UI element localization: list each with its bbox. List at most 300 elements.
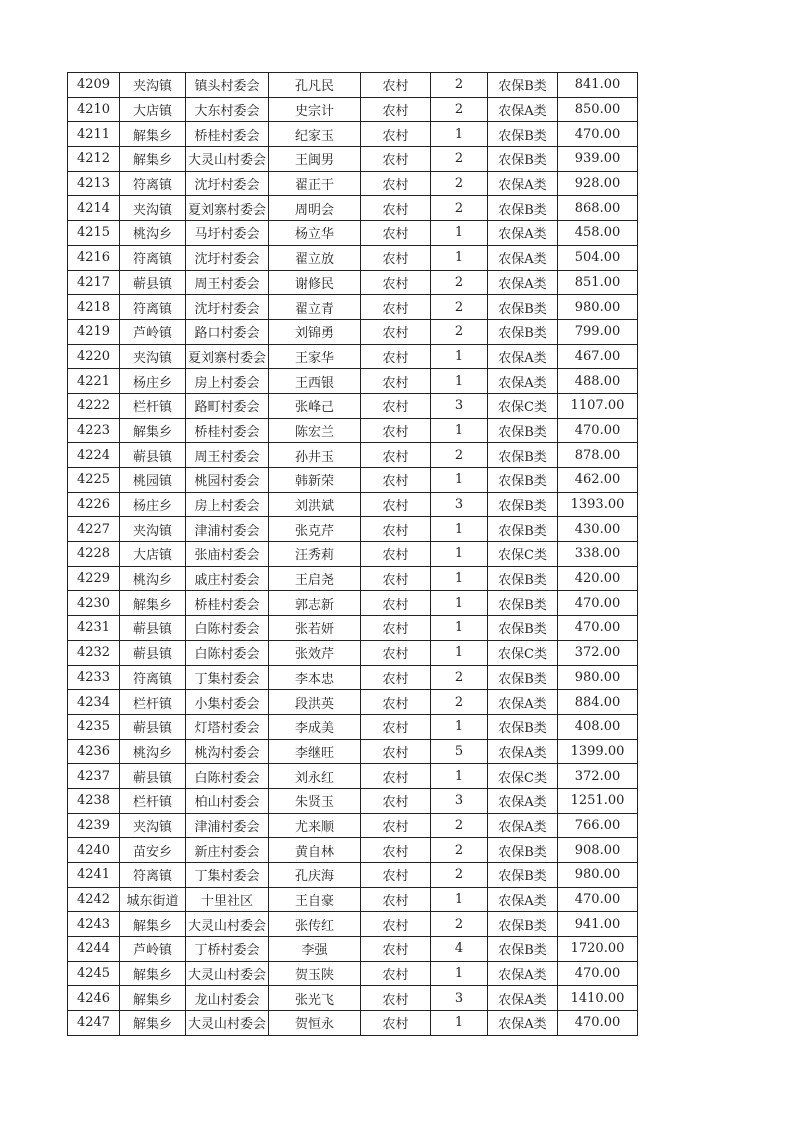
amount-cell: 884.00	[558, 690, 638, 715]
insurance-category-cell: 农保A类	[488, 97, 558, 122]
village-cell: 小集村委会	[186, 690, 269, 715]
table-row	[68, 245, 638, 270]
household-size-cell: 1	[431, 640, 488, 665]
row-number-cell: 4221	[68, 369, 120, 394]
area-type-cell: 农村	[361, 961, 431, 986]
village-cell: 路町村委会	[186, 393, 269, 418]
household-size-cell: 1	[431, 418, 488, 443]
amount-cell: 504.00	[558, 245, 638, 270]
amount-cell: 470.00	[558, 616, 638, 641]
village-cell: 龙山村委会	[186, 986, 269, 1011]
amount-cell: 878.00	[558, 443, 638, 468]
row-number-cell: 4214	[68, 196, 120, 221]
town-cell: 栏杆镇	[120, 393, 186, 418]
village-cell: 马圩村委会	[186, 221, 269, 246]
town-cell: 符离镇	[120, 863, 186, 888]
village-cell: 戚庄村委会	[186, 566, 269, 591]
row-number-cell: 4228	[68, 542, 120, 567]
name-cell: 孙井玉	[269, 443, 361, 468]
insurance-category-cell: 农保B类	[488, 838, 558, 863]
town-cell: 符离镇	[120, 171, 186, 196]
row-number-cell: 4213	[68, 171, 120, 196]
town-cell: 夹沟镇	[120, 517, 186, 542]
name-cell: 张传红	[269, 912, 361, 937]
household-size-cell: 1	[431, 245, 488, 270]
row-number-cell: 4232	[68, 640, 120, 665]
area-type-cell: 农村	[361, 221, 431, 246]
amount-cell: 851.00	[558, 270, 638, 295]
name-cell: 郭志新	[269, 591, 361, 616]
village-cell: 路口村委会	[186, 319, 269, 344]
area-type-cell: 农村	[361, 443, 431, 468]
insurance-category-cell: 农保B类	[488, 937, 558, 962]
town-cell: 蕲县镇	[120, 616, 186, 641]
insurance-category-cell: 农保B类	[488, 912, 558, 937]
row-number-cell: 4226	[68, 492, 120, 517]
row-number-cell: 4244	[68, 937, 120, 962]
row-number-cell: 4223	[68, 418, 120, 443]
insurance-category-cell: 农保A类	[488, 961, 558, 986]
area-type-cell: 农村	[361, 566, 431, 591]
table-row	[68, 443, 638, 468]
town-cell: 城东街道	[120, 887, 186, 912]
amount-cell: 980.00	[558, 665, 638, 690]
household-size-cell: 1	[431, 468, 488, 493]
village-cell: 周王村委会	[186, 443, 269, 468]
name-cell: 翟立青	[269, 295, 361, 320]
area-type-cell: 农村	[361, 986, 431, 1011]
village-cell: 白陈村委会	[186, 616, 269, 641]
row-number-cell: 4218	[68, 295, 120, 320]
insurance-category-cell: 农保B类	[488, 196, 558, 221]
name-cell: 翟立放	[269, 245, 361, 270]
amount-cell: 1720.00	[558, 937, 638, 962]
area-type-cell: 农村	[361, 542, 431, 567]
village-cell: 夏刘寨村委会	[186, 344, 269, 369]
table-row	[68, 73, 638, 98]
table-row	[68, 912, 638, 937]
town-cell: 杨庄乡	[120, 369, 186, 394]
village-cell: 桥桂村委会	[186, 122, 269, 147]
household-size-cell: 4	[431, 937, 488, 962]
row-number-cell: 4212	[68, 147, 120, 172]
household-size-cell: 2	[431, 912, 488, 937]
amount-cell: 470.00	[558, 887, 638, 912]
name-cell: 王启尧	[269, 566, 361, 591]
village-cell: 白陈村委会	[186, 764, 269, 789]
village-cell: 张庙村委会	[186, 542, 269, 567]
name-cell: 朱贤玉	[269, 788, 361, 813]
insurance-category-cell: 农保B类	[488, 566, 558, 591]
name-cell: 贺玉陕	[269, 961, 361, 986]
village-cell: 沈圩村委会	[186, 171, 269, 196]
area-type-cell: 农村	[361, 764, 431, 789]
household-size-cell: 2	[431, 147, 488, 172]
name-cell: 李强	[269, 937, 361, 962]
insurance-category-cell: 农保C类	[488, 764, 558, 789]
name-cell: 孔庆海	[269, 863, 361, 888]
table-row	[68, 838, 638, 863]
household-size-cell: 5	[431, 739, 488, 764]
village-cell: 桥桂村委会	[186, 418, 269, 443]
town-cell: 大店镇	[120, 97, 186, 122]
household-size-cell: 1	[431, 517, 488, 542]
village-cell: 大灵山村委会	[186, 961, 269, 986]
insurance-category-cell: 农保A类	[488, 887, 558, 912]
town-cell: 桃园镇	[120, 468, 186, 493]
table-row	[68, 863, 638, 888]
row-number-cell: 4238	[68, 788, 120, 813]
town-cell: 苗安乡	[120, 838, 186, 863]
household-size-cell: 2	[431, 73, 488, 98]
name-cell: 张若妍	[269, 616, 361, 641]
area-type-cell: 农村	[361, 147, 431, 172]
name-cell: 翟正干	[269, 171, 361, 196]
insurance-category-cell: 农保B类	[488, 295, 558, 320]
table-row	[68, 986, 638, 1011]
town-cell: 蕲县镇	[120, 764, 186, 789]
table-row	[68, 1011, 638, 1036]
insurance-category-cell: 农保B类	[488, 616, 558, 641]
village-cell: 桃沟村委会	[186, 739, 269, 764]
insurance-category-cell: 农保A类	[488, 739, 558, 764]
town-cell: 夹沟镇	[120, 73, 186, 98]
insurance-category-cell: 农保A类	[488, 1011, 558, 1036]
row-number-cell: 4229	[68, 566, 120, 591]
amount-cell: 868.00	[558, 196, 638, 221]
row-number-cell: 4242	[68, 887, 120, 912]
row-number-cell: 4210	[68, 97, 120, 122]
household-size-cell: 2	[431, 171, 488, 196]
name-cell: 王闽男	[269, 147, 361, 172]
town-cell: 桃沟乡	[120, 221, 186, 246]
amount-cell: 470.00	[558, 122, 638, 147]
area-type-cell: 农村	[361, 887, 431, 912]
household-size-cell: 1	[431, 221, 488, 246]
insurance-category-cell: 农保B类	[488, 492, 558, 517]
amount-cell: 928.00	[558, 171, 638, 196]
household-size-cell: 2	[431, 863, 488, 888]
row-number-cell: 4239	[68, 813, 120, 838]
table-row	[68, 690, 638, 715]
amount-cell: 939.00	[558, 147, 638, 172]
area-type-cell: 农村	[361, 937, 431, 962]
row-number-cell: 4233	[68, 665, 120, 690]
village-cell: 丁桥村委会	[186, 937, 269, 962]
household-size-cell: 1	[431, 566, 488, 591]
village-cell: 房上村委会	[186, 492, 269, 517]
row-number-cell: 4222	[68, 393, 120, 418]
household-size-cell: 2	[431, 295, 488, 320]
village-cell: 柏山村委会	[186, 788, 269, 813]
name-cell: 刘洪斌	[269, 492, 361, 517]
insurance-category-cell: 农保A类	[488, 171, 558, 196]
area-type-cell: 农村	[361, 591, 431, 616]
amount-cell: 1107.00	[558, 393, 638, 418]
insurance-category-cell: 农保A类	[488, 270, 558, 295]
insurance-category-cell: 农保A类	[488, 788, 558, 813]
town-cell: 解集乡	[120, 961, 186, 986]
table-row	[68, 616, 638, 641]
amount-cell: 470.00	[558, 418, 638, 443]
row-number-cell: 4219	[68, 319, 120, 344]
insurance-category-cell: 农保B类	[488, 591, 558, 616]
amount-cell: 372.00	[558, 764, 638, 789]
row-number-cell: 4216	[68, 245, 120, 270]
insurance-category-cell: 农保A类	[488, 245, 558, 270]
amount-cell: 1410.00	[558, 986, 638, 1011]
household-size-cell: 1	[431, 344, 488, 369]
village-cell: 丁集村委会	[186, 665, 269, 690]
town-cell: 符离镇	[120, 295, 186, 320]
area-type-cell: 农村	[361, 665, 431, 690]
insurance-category-cell: 农保B类	[488, 443, 558, 468]
row-number-cell: 4215	[68, 221, 120, 246]
insurance-category-cell: 农保B类	[488, 517, 558, 542]
household-size-cell: 2	[431, 813, 488, 838]
household-size-cell: 1	[431, 616, 488, 641]
table-row	[68, 196, 638, 221]
name-cell: 杨立华	[269, 221, 361, 246]
household-size-cell: 2	[431, 319, 488, 344]
table-row	[68, 937, 638, 962]
town-cell: 解集乡	[120, 986, 186, 1011]
table-row	[68, 122, 638, 147]
insurance-category-cell: 农保A类	[488, 690, 558, 715]
row-number-cell: 4235	[68, 714, 120, 739]
area-type-cell: 农村	[361, 245, 431, 270]
household-size-cell: 2	[431, 270, 488, 295]
table-row	[68, 887, 638, 912]
table-row	[68, 764, 638, 789]
name-cell: 李继旺	[269, 739, 361, 764]
village-cell: 新庄村委会	[186, 838, 269, 863]
amount-cell: 1251.00	[558, 788, 638, 813]
amount-cell: 1399.00	[558, 739, 638, 764]
amount-cell: 1393.00	[558, 492, 638, 517]
village-cell: 津浦村委会	[186, 517, 269, 542]
name-cell: 王家华	[269, 344, 361, 369]
village-cell: 桃园村委会	[186, 468, 269, 493]
area-type-cell: 农村	[361, 171, 431, 196]
name-cell: 李成美	[269, 714, 361, 739]
name-cell: 孔凡民	[269, 73, 361, 98]
village-cell: 桥桂村委会	[186, 591, 269, 616]
amount-cell: 841.00	[558, 73, 638, 98]
insurance-category-cell: 农保B类	[488, 863, 558, 888]
insurance-category-cell: 农保C类	[488, 542, 558, 567]
area-type-cell: 农村	[361, 912, 431, 937]
area-type-cell: 农村	[361, 863, 431, 888]
town-cell: 蕲县镇	[120, 640, 186, 665]
name-cell: 刘永红	[269, 764, 361, 789]
insurance-category-cell: 农保B类	[488, 714, 558, 739]
row-number-cell: 4231	[68, 616, 120, 641]
table-row	[68, 961, 638, 986]
village-cell: 周王村委会	[186, 270, 269, 295]
table-row	[68, 418, 638, 443]
area-type-cell: 农村	[361, 73, 431, 98]
town-cell: 符离镇	[120, 665, 186, 690]
town-cell: 芦岭镇	[120, 319, 186, 344]
area-type-cell: 农村	[361, 369, 431, 394]
town-cell: 杨庄乡	[120, 492, 186, 517]
table-row	[68, 566, 638, 591]
table-row	[68, 788, 638, 813]
household-size-cell: 1	[431, 369, 488, 394]
village-cell: 镇头村委会	[186, 73, 269, 98]
name-cell: 韩新荣	[269, 468, 361, 493]
village-cell: 津浦村委会	[186, 813, 269, 838]
name-cell: 王自豪	[269, 887, 361, 912]
town-cell: 蕲县镇	[120, 714, 186, 739]
name-cell: 尤来顺	[269, 813, 361, 838]
insurance-category-cell: 农保A类	[488, 221, 558, 246]
table-row	[68, 517, 638, 542]
amount-cell: 980.00	[558, 295, 638, 320]
amount-cell: 372.00	[558, 640, 638, 665]
town-cell: 栏杆镇	[120, 690, 186, 715]
amount-cell: 766.00	[558, 813, 638, 838]
household-size-cell: 3	[431, 393, 488, 418]
town-cell: 桃沟乡	[120, 566, 186, 591]
row-number-cell: 4243	[68, 912, 120, 937]
household-size-cell: 2	[431, 665, 488, 690]
table-row	[68, 714, 638, 739]
household-size-cell: 1	[431, 1011, 488, 1036]
area-type-cell: 农村	[361, 196, 431, 221]
village-cell: 大东村委会	[186, 97, 269, 122]
area-type-cell: 农村	[361, 492, 431, 517]
village-cell: 沈圩村委会	[186, 245, 269, 270]
table-row	[68, 319, 638, 344]
insurance-category-cell: 农保B类	[488, 319, 558, 344]
name-cell: 王西银	[269, 369, 361, 394]
name-cell: 谢修民	[269, 270, 361, 295]
table-row	[68, 468, 638, 493]
row-number-cell: 4245	[68, 961, 120, 986]
amount-cell: 470.00	[558, 961, 638, 986]
insurance-category-cell: 农保B类	[488, 418, 558, 443]
table-row	[68, 591, 638, 616]
town-cell: 解集乡	[120, 912, 186, 937]
row-number-cell: 4241	[68, 863, 120, 888]
area-type-cell: 农村	[361, 739, 431, 764]
amount-cell: 941.00	[558, 912, 638, 937]
name-cell: 周明会	[269, 196, 361, 221]
amount-cell: 980.00	[558, 863, 638, 888]
name-cell: 汪秀莉	[269, 542, 361, 567]
household-size-cell: 2	[431, 97, 488, 122]
amount-cell: 850.00	[558, 97, 638, 122]
town-cell: 夹沟镇	[120, 344, 186, 369]
table-row	[68, 147, 638, 172]
area-type-cell: 农村	[361, 97, 431, 122]
town-cell: 解集乡	[120, 1011, 186, 1036]
household-size-cell: 1	[431, 961, 488, 986]
amount-cell: 430.00	[558, 517, 638, 542]
area-type-cell: 农村	[361, 813, 431, 838]
name-cell: 段洪英	[269, 690, 361, 715]
town-cell: 夹沟镇	[120, 813, 186, 838]
household-size-cell: 1	[431, 591, 488, 616]
name-cell: 张峰己	[269, 393, 361, 418]
row-number-cell: 4230	[68, 591, 120, 616]
amount-cell: 338.00	[558, 542, 638, 567]
insurance-category-cell: 农保A类	[488, 344, 558, 369]
table-row	[68, 295, 638, 320]
name-cell: 贺恒永	[269, 1011, 361, 1036]
table-row	[68, 393, 638, 418]
household-size-cell: 3	[431, 492, 488, 517]
table-row	[68, 270, 638, 295]
table-body	[68, 73, 638, 1036]
village-cell: 大灵山村委会	[186, 1011, 269, 1036]
row-number-cell: 4224	[68, 443, 120, 468]
area-type-cell: 农村	[361, 838, 431, 863]
household-size-cell: 2	[431, 690, 488, 715]
town-cell: 解集乡	[120, 122, 186, 147]
table-row	[68, 665, 638, 690]
town-cell: 解集乡	[120, 147, 186, 172]
town-cell: 符离镇	[120, 245, 186, 270]
row-number-cell: 4211	[68, 122, 120, 147]
insurance-category-cell: 农保C类	[488, 640, 558, 665]
name-cell: 李本忠	[269, 665, 361, 690]
name-cell: 史宗计	[269, 97, 361, 122]
table-row	[68, 542, 638, 567]
row-number-cell: 4225	[68, 468, 120, 493]
insurance-category-cell: 农保B类	[488, 122, 558, 147]
town-cell: 夹沟镇	[120, 196, 186, 221]
area-type-cell: 农村	[361, 714, 431, 739]
amount-cell: 462.00	[558, 468, 638, 493]
row-number-cell: 4240	[68, 838, 120, 863]
row-number-cell: 4247	[68, 1011, 120, 1036]
insurance-category-cell: 农保A类	[488, 369, 558, 394]
area-type-cell: 农村	[361, 319, 431, 344]
row-number-cell: 4236	[68, 739, 120, 764]
household-size-cell: 1	[431, 542, 488, 567]
town-cell: 蕲县镇	[120, 270, 186, 295]
insurance-category-cell: 农保C类	[488, 393, 558, 418]
area-type-cell: 农村	[361, 270, 431, 295]
name-cell: 张效芹	[269, 640, 361, 665]
name-cell: 黄自林	[269, 838, 361, 863]
village-cell: 沈圩村委会	[186, 295, 269, 320]
amount-cell: 408.00	[558, 714, 638, 739]
area-type-cell: 农村	[361, 468, 431, 493]
village-cell: 灯塔村委会	[186, 714, 269, 739]
insurance-category-cell: 农保B类	[488, 73, 558, 98]
village-cell: 大灵山村委会	[186, 912, 269, 937]
household-size-cell: 2	[431, 196, 488, 221]
area-type-cell: 农村	[361, 418, 431, 443]
row-number-cell: 4246	[68, 986, 120, 1011]
area-type-cell: 农村	[361, 393, 431, 418]
row-number-cell: 4227	[68, 517, 120, 542]
area-type-cell: 农村	[361, 122, 431, 147]
amount-cell: 488.00	[558, 369, 638, 394]
village-cell: 白陈村委会	[186, 640, 269, 665]
amount-cell: 470.00	[558, 1011, 638, 1036]
row-number-cell: 4237	[68, 764, 120, 789]
amount-cell: 467.00	[558, 344, 638, 369]
name-cell: 陈宏兰	[269, 418, 361, 443]
village-cell: 十里社区	[186, 887, 269, 912]
area-type-cell: 农村	[361, 344, 431, 369]
insurance-category-cell: 农保B类	[488, 468, 558, 493]
